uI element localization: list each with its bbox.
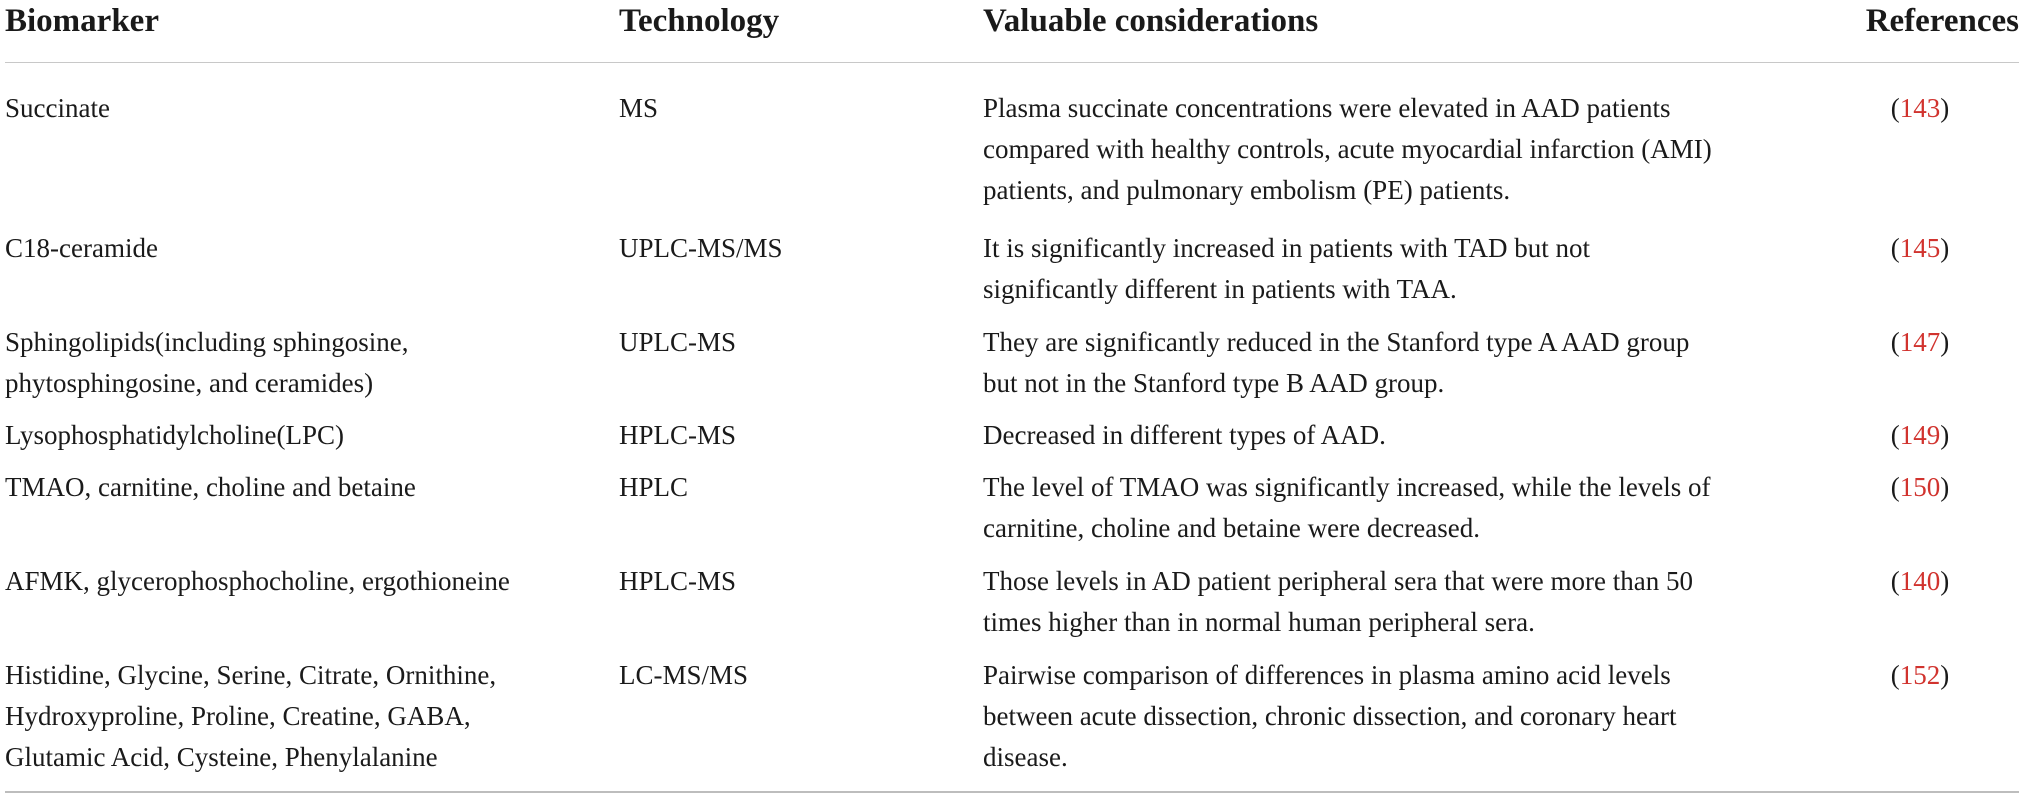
considerations-cell-line: Decreased in different types of AAD. (983, 420, 1386, 450)
reference-cell (1880, 655, 1960, 696)
reference-open-paren: ( (1890, 660, 1900, 690)
reference-close-paren: ) (1940, 660, 1950, 690)
table-bottom-rule (5, 791, 2019, 793)
biomarker-cell (5, 322, 605, 404)
reference-link[interactable]: 152 (1899, 660, 1941, 690)
technology-cell: MS (619, 93, 659, 123)
biomarker-cell (5, 561, 605, 602)
reference-close-paren: ) (1940, 472, 1950, 502)
considerations-cell-line: carnitine, choline and betaine were decreased. (983, 513, 1480, 543)
reference-close-paren: ) (1940, 93, 1950, 123)
biomarker-cell-line: Glutamic Acid, Cysteine, Phenylalanine (5, 742, 438, 772)
table-header-row (0, 0, 2019, 42)
considerations-cell-line: but not in the Stanford type B AAD group. (983, 368, 1445, 398)
considerations-cell (983, 322, 1783, 404)
biomarker-cell-line: AFMK, glycerophosphocholine, ergothioneine (5, 566, 510, 596)
technology-cell: UPLC-MS (619, 327, 737, 357)
reference-open-paren: ( (1890, 420, 1900, 450)
reference-close-paren: ) (1940, 566, 1950, 596)
reference-link[interactable]: 145 (1899, 233, 1941, 263)
considerations-cell (983, 561, 1783, 643)
considerations-cell-line: It is significantly increased in patients with TAD but not (983, 233, 1590, 263)
reference-link[interactable]: 143 (1899, 93, 1941, 123)
considerations-cell-line: Those levels in AD patient peripheral sera that were more than 50 (983, 566, 1694, 596)
biomarker-cell-line: Sphingolipids(including sphingosine, (5, 327, 409, 357)
considerations-cell-line: They are significantly reduced in the Stanford type A AAD group (983, 327, 1690, 357)
reference-cell (1880, 228, 1960, 269)
reference-link[interactable]: 149 (1899, 420, 1941, 450)
reference-cell (1880, 561, 1960, 602)
considerations-cell (983, 415, 1783, 456)
reference-cell (1880, 322, 1960, 363)
technology-cell: LC-MS/MS (619, 660, 749, 690)
reference-cell (1880, 467, 1960, 508)
reference-link[interactable]: 147 (1899, 327, 1941, 357)
reference-open-paren: ( (1890, 472, 1900, 502)
header-considerations: Valuable considerations (983, 3, 1319, 39)
technology-cell: HPLC-MS (619, 420, 737, 450)
reference-close-paren: ) (1940, 420, 1950, 450)
technology-cell: HPLC (619, 472, 689, 502)
header-references: References (1865, 3, 2019, 39)
considerations-cell-line: between acute dissection, chronic dissection, and coronary heart (983, 701, 1677, 731)
header-divider (5, 62, 2019, 63)
considerations-cell (983, 228, 1783, 310)
biomarker-cell (5, 655, 605, 778)
considerations-cell-line: significantly different in patients with TAA. (983, 274, 1457, 304)
reference-link[interactable]: 140 (1899, 566, 1941, 596)
considerations-cell-line: times higher than in normal human peripheral sera. (983, 607, 1535, 637)
considerations-cell-line: patients, and pulmonary embolism (PE) patients. (983, 175, 1511, 205)
considerations-cell-line: Pairwise comparison of differences in plasma amino acid levels (983, 660, 1671, 690)
header-biomarker: Biomarker (5, 3, 159, 39)
biomarker-cell-line: Succinate (5, 93, 110, 123)
reference-cell (1880, 88, 1960, 129)
considerations-cell-line: compared with healthy controls, acute myocardial infarction (AMI) (983, 134, 1712, 164)
biomarker-cell (5, 467, 605, 508)
considerations-cell (983, 88, 1783, 211)
biomarker-cell-line: TMAO, carnitine, choline and betaine (5, 472, 416, 502)
reference-cell (1880, 415, 1960, 456)
considerations-cell-line: disease. (983, 742, 1068, 772)
reference-open-paren: ( (1890, 327, 1900, 357)
reference-close-paren: ) (1940, 233, 1950, 263)
considerations-cell (983, 655, 1783, 778)
considerations-cell-line: Plasma succinate concentrations were elevated in AAD patients (983, 93, 1671, 123)
considerations-cell (983, 467, 1783, 549)
reference-link[interactable]: 150 (1899, 472, 1941, 502)
reference-close-paren: ) (1940, 327, 1950, 357)
biomarker-cell-line: Histidine, Glycine, Serine, Citrate, Ornithine, (5, 660, 497, 690)
technology-cell: HPLC-MS (619, 566, 737, 596)
header-technology: Technology (619, 3, 780, 39)
biomarker-cell-line: C18-ceramide (5, 233, 158, 263)
reference-open-paren: ( (1890, 566, 1900, 596)
technology-cell: UPLC-MS/MS (619, 233, 783, 263)
biomarker-cell-line: phytosphingosine, and ceramides) (5, 368, 374, 398)
reference-open-paren: ( (1890, 233, 1900, 263)
biomarker-cell (5, 88, 605, 129)
biomarker-cell-line: Lysophosphatidylcholine(LPC) (5, 420, 344, 450)
considerations-cell-line: The level of TMAO was significantly increased, while the levels of (983, 472, 1711, 502)
biomarker-cell (5, 228, 605, 269)
biomarker-cell (5, 415, 605, 456)
reference-open-paren: ( (1890, 93, 1900, 123)
biomarker-cell-line: Hydroxyproline, Proline, Creatine, GABA, (5, 701, 471, 731)
